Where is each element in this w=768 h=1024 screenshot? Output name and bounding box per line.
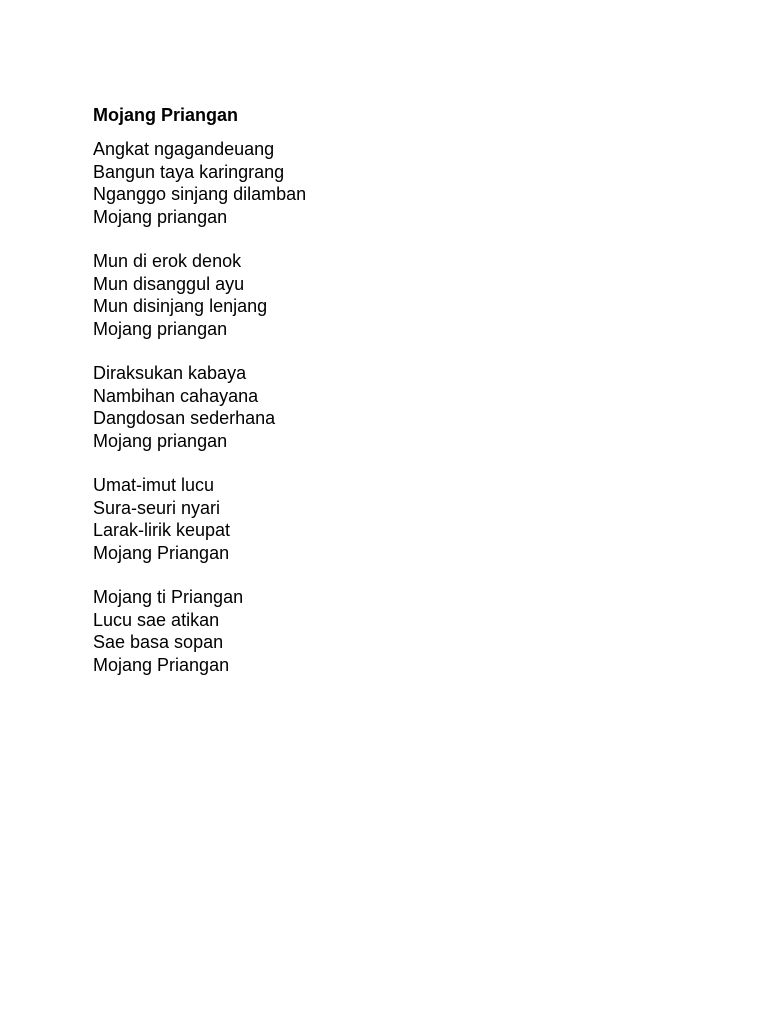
stanza-3 xyxy=(93,362,693,452)
lyric-line: Sura-seuri nyari xyxy=(93,497,221,518)
stanza-1 xyxy=(93,138,693,228)
lyric-line: Nganggo sinjang dilamban xyxy=(93,184,307,204)
lyric-line: Mun disanggul ayu xyxy=(93,273,245,294)
lyric-line: Mun disinjang lenjang xyxy=(93,296,268,316)
stanza-4 xyxy=(93,474,693,564)
lyric-line: Mojang priangan xyxy=(93,430,228,451)
lyric-line: Sae basa sopan xyxy=(93,632,224,652)
lyric-line: Bangun taya karingrang xyxy=(93,161,285,182)
lyric-line: Angkat ngagandeuang xyxy=(93,139,275,159)
lyric-line: Mojang ti Priangan xyxy=(93,587,244,607)
lyric-line: Nambihan cahayana xyxy=(93,385,259,406)
lyric-line: Umat-imut lucu xyxy=(93,475,215,495)
lyric-line: Mojang Priangan xyxy=(93,654,230,675)
lyric-line: Mojang Priangan xyxy=(93,542,230,563)
stanza-5 xyxy=(93,586,693,676)
lyric-line: Mun di erok denok xyxy=(93,251,242,271)
lyric-line: Diraksukan kabaya xyxy=(93,363,247,383)
lyric-line: Lucu sae atikan xyxy=(93,609,220,630)
lyrics-content xyxy=(93,104,693,698)
song-title: Mojang Priangan xyxy=(93,105,239,125)
lyric-line: Mojang priangan xyxy=(93,318,228,339)
lyric-line: Larak-lirik keupat xyxy=(93,520,231,540)
lyric-line: Mojang priangan xyxy=(93,206,228,227)
lyric-line: Dangdosan sederhana xyxy=(93,408,276,428)
stanza-2 xyxy=(93,250,693,340)
